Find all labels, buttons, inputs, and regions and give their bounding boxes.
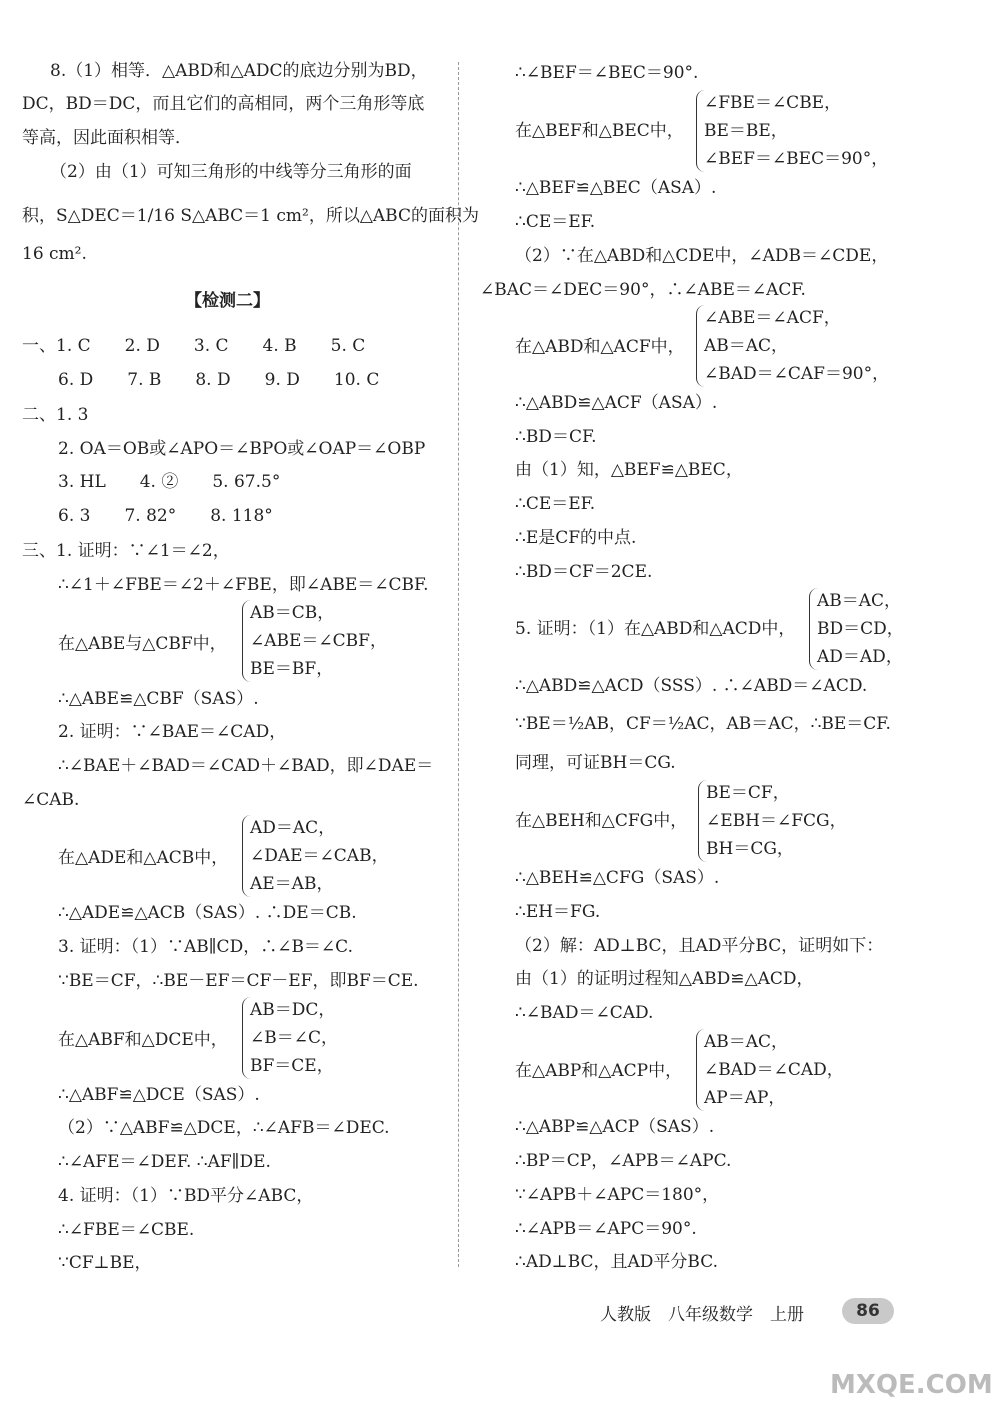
- right-text-line: 由（1）的证明过程知△ABD≌△ACD，: [515, 969, 814, 989]
- left-text-line: DC，BD＝DC，而且它们的高相同，两个三角形等底: [22, 94, 425, 114]
- left-text-line: 积，S△DEC＝1/16 S△ABC＝1 cm²，所以△ABC的面积为: [22, 206, 479, 226]
- right-text-line: ∴△ABP≌△ACP（SAS）.: [515, 1117, 715, 1137]
- left-text-line: BE＝BF，: [250, 659, 334, 679]
- right-text-line: ∴BD＝CF＝2CE.: [515, 562, 653, 582]
- footer-text: 人教版 八年级数学 上册: [600, 1305, 804, 1325]
- right-text-line: ∠EBH＝∠FCG，: [706, 811, 847, 831]
- left-text-line: ∴∠FBE＝∠CBE.: [58, 1220, 195, 1240]
- right-text-line: ∴∠BEF＝∠BEC＝90°.: [515, 63, 699, 83]
- right-text-line: ∴BP＝CP，∠APB＝∠APC.: [515, 1151, 732, 1171]
- left-text-line: 16 cm².: [22, 244, 87, 264]
- right-text-line: ∴△BEF≌△BEC（ASA）.: [515, 178, 717, 198]
- right-text-line: AB＝AC，: [817, 591, 902, 611]
- right-text-line: AB＝AC，: [704, 1032, 789, 1052]
- left-text-line: ∴△ABE≌△CBF（SAS）.: [58, 689, 259, 709]
- left-text-line: 一、1. C 2. D 3. C 4. B 5. C: [22, 336, 366, 356]
- left-text-line: （2）由（1）可知三角形的中线等分三角形的面: [50, 162, 412, 182]
- right-text-line: ∠BAD＝∠CAF＝90°，: [704, 364, 890, 384]
- left-text-line: 二、1. 3: [22, 405, 89, 425]
- right-text-line: 在△BEF和△BEC中，: [515, 121, 684, 141]
- left-text-line: 3. HL 4. ② 5. 67.5°: [58, 472, 281, 492]
- right-text-line: ∴BD＝CF.: [515, 427, 597, 447]
- right-text-line: 由（1）知，△BEF≌△BEC，: [515, 460, 743, 480]
- watermark-logo: MXQE.COM: [830, 1370, 993, 1400]
- right-text-line: 在△ABP和△ACP中，: [515, 1061, 683, 1081]
- right-text-line: BH＝CG，: [706, 839, 794, 859]
- left-text-line: 2. 证明：∵∠BAE＝∠CAD，: [58, 722, 287, 742]
- right-text-line: BE＝CF，: [706, 783, 790, 803]
- right-text-line: ∠BAC＝∠DEC＝90°，∴∠ABE＝∠ACF.: [480, 280, 806, 300]
- right-text-line: AB＝AC，: [704, 336, 789, 356]
- left-text-line: ∠ABE＝∠CBF，: [250, 631, 387, 651]
- left-text-line: AB＝DC，: [250, 1000, 336, 1020]
- left-text-line: 在△ADE和△ACB中，: [58, 848, 229, 868]
- column-divider: [458, 62, 459, 1267]
- right-text-line: BE＝BE，: [704, 121, 788, 141]
- left-text-line: ∴∠BAE＋∠BAD＝∠CAD＋∠BAD，即∠DAE＝: [58, 756, 434, 776]
- right-text-line: ∠ABE＝∠ACF，: [704, 308, 841, 328]
- right-text-line: ∴CE＝EF.: [515, 212, 596, 232]
- right-text-line: ∴△ABD≌△ACD（SSS）. ∴∠ABD＝∠ACD.: [515, 676, 868, 696]
- right-text-line: ∵BE＝½AB，CF＝½AC，AB＝AC，∴BE＝CF.: [515, 714, 891, 734]
- right-text-line: ∠BEF＝∠BEC＝90°，: [704, 149, 889, 169]
- right-text-line: ∴∠APB＝∠APC＝90°.: [515, 1219, 697, 1239]
- left-text-line: AE＝AB，: [250, 874, 334, 894]
- left-text-line: 6. D 7. B 8. D 9. D 10. C: [58, 370, 380, 390]
- left-text-line: ∴∠1＋∠FBE＝∠2＋∠FBE，即∠ABE＝∠CBF.: [58, 575, 429, 595]
- left-text-line: 6. 3 7. 82° 8. 118°: [58, 506, 273, 526]
- right-text-line: ∠FBE＝∠CBE，: [704, 93, 842, 113]
- left-text-line: BF＝CE，: [250, 1056, 334, 1076]
- right-text-line: ∴△ABD≌△ACF（ASA）.: [515, 393, 718, 413]
- left-text-line: ∵BE＝CF，∴BE－EF＝CF－EF，即BF＝CE.: [58, 971, 419, 991]
- page-number: 86: [842, 1298, 894, 1324]
- right-text-line: ∴E是CF的中点.: [515, 528, 637, 548]
- right-text-line: AD＝AD，: [817, 647, 903, 667]
- right-text-line: ∴CE＝EF.: [515, 494, 596, 514]
- left-text-line: 在△ABE与△CBF中，: [58, 634, 227, 654]
- left-text-line: ∠CAB.: [22, 790, 80, 810]
- left-text-line: 三、1. 证明：∵∠1＝∠2，: [22, 541, 230, 561]
- left-text-line: ∴∠AFE＝∠DEF. ∴AF∥DE.: [58, 1152, 271, 1172]
- right-text-line: 在△BEH和△CFG中，: [515, 811, 688, 831]
- right-text-line: ∵∠APB＋∠APC＝180°，: [515, 1185, 720, 1205]
- right-text-line: ∴EH＝FG.: [515, 902, 601, 922]
- left-text-line: AB＝CB，: [250, 603, 335, 623]
- left-text-line: 8.（1）相等．△ABD和△ADC的底边分别为BD，: [50, 61, 428, 81]
- left-text-line: ∴△ADE≌△ACB（SAS）. ∴DE＝CB.: [58, 903, 357, 923]
- left-text-line: （2）∵△ABF≌△DCE，∴∠AFB＝∠DEC.: [58, 1118, 390, 1138]
- right-text-line: （2）解：AD⊥BC，且AD平分BC，证明如下：: [515, 936, 884, 956]
- left-text-line: 2. OA＝OB或∠APO＝∠BPO或∠OAP＝∠OBP: [58, 439, 426, 459]
- left-text-line: ∵CF⊥BE，: [58, 1253, 152, 1273]
- right-text-line: 在△ABD和△ACF中，: [515, 337, 685, 357]
- right-text-line: ∴△BEH≌△CFG（SAS）.: [515, 868, 720, 888]
- right-text-line: AP＝AP，: [704, 1088, 786, 1108]
- left-text-line: 在△ABF和△DCE中，: [58, 1030, 228, 1050]
- right-text-line: BD＝CD，: [817, 619, 904, 639]
- left-text-line: 等高，因此面积相等．: [22, 128, 192, 148]
- right-text-line: ∴∠BAD＝∠CAD.: [515, 1003, 654, 1023]
- left-text-line: ∴△ABF≌△DCE（SAS）.: [58, 1085, 260, 1105]
- right-text-line: 同理，可证BH＝CG.: [515, 753, 676, 773]
- left-text-line: ∠B＝∠C，: [250, 1028, 338, 1048]
- left-text-line: AD＝AC，: [250, 818, 336, 838]
- left-text-line: 3. 证明：（1）∵AB∥CD，∴∠B＝∠C.: [58, 937, 353, 957]
- right-text-line: （2）∵在△ABD和△CDE中，∠ADB＝∠CDE，: [515, 246, 889, 266]
- right-text-line: ∴AD⊥BC，且AD平分BC.: [515, 1252, 719, 1272]
- left-text-line: 4. 证明：（1）∵BD平分∠ABC，: [58, 1186, 314, 1206]
- right-text-line: 5. 证明：（1）在△ABD和△ACD中，: [515, 619, 796, 639]
- section-title: 【检测二】: [185, 291, 270, 311]
- left-text-line: ∠DAE＝∠CAB，: [250, 846, 389, 866]
- right-text-line: ∠BAD＝∠CAD，: [704, 1060, 844, 1080]
